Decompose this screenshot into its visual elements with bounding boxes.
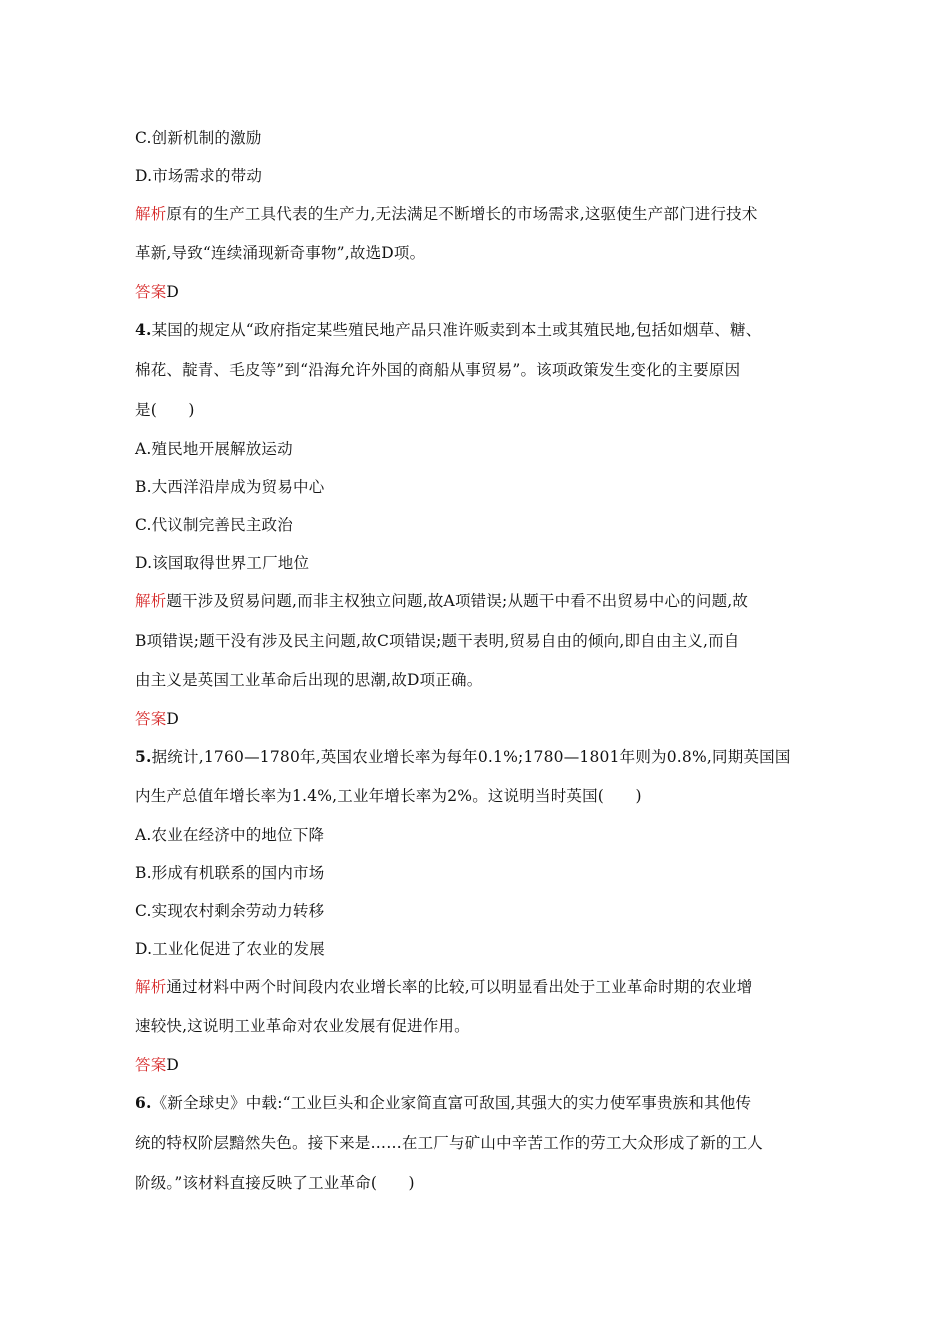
- q3-answer-line: [135, 281, 825, 303]
- q4-stem-line-1: [135, 319, 825, 341]
- q4-option-a: A.殖民地开展解放运动: [135, 440, 293, 458]
- q5-analysis-text-1: 通过材料中两个时间段内农业增长率的比较,可以明显看出处于工业革命时期的农业增: [166, 978, 753, 996]
- q3-analysis-line-2: 革新,导致“连续涌现新奇事物”,故选D项。: [135, 244, 426, 262]
- q5-answer-line: [135, 1054, 825, 1076]
- q3-analysis-line-1: [135, 203, 825, 225]
- q5-answer-value: D: [166, 1056, 180, 1074]
- q4-analysis-line-1: [135, 590, 825, 612]
- q5-analysis-line-2: 速较快,这说明工业革命对农业发展有促进作用。: [135, 1017, 470, 1035]
- q5-option-d: D.工业化促进了农业的发展: [135, 940, 325, 958]
- q6-stem-line-2: 统的特权阶层黯然失色。接下来是……在工厂与矿山中辛苦工作的劳工大众形成了新的工人: [135, 1134, 764, 1152]
- q4-analysis-label: 解析: [135, 592, 167, 610]
- q6-stem-line-3: 阶级。”该材料直接反映了工业革命( ): [135, 1174, 415, 1192]
- q4-option-c: C.代议制完善民主政治: [135, 516, 293, 534]
- q4-analysis-text-1: 题干涉及贸易问题,而非主权独立问题,故A项错误;从题干中看不出贸易中心的问题,故: [166, 592, 749, 610]
- q4-analysis-line-3: 由主义是英国工业革命后出现的思潮,故D项正确。: [135, 671, 483, 689]
- q6-stem-line-1: [135, 1092, 825, 1114]
- q5-number: 5.: [135, 747, 152, 766]
- q4-answer-line: [135, 708, 825, 730]
- q5-stem-line-2: 内生产总值年增长率为1.4%,工业年增长率为2%。这说明当时英国( ): [135, 787, 642, 805]
- q5-answer-label: 答案: [135, 1056, 167, 1074]
- q5-stem-text-1: 据统计,1760—1780年,英国农业增长率为每年0.1%;1780—1801年则为0.8%,同期英国国: [151, 748, 791, 766]
- q3-option-d: D.市场需求的带动: [135, 167, 263, 185]
- q4-stem-line-2: 棉花、靛青、毛皮等”到“沿海允许外国的商船从事贸易”。该项政策发生变化的主要原因: [135, 361, 741, 379]
- q5-option-a: A.农业在经济中的地位下降: [135, 826, 325, 844]
- q3-analysis-text-1: 原有的生产工具代表的生产力,无法满足不断增长的市场需求,这驱使生产部门进行技术: [166, 205, 758, 223]
- q4-stem-line-3: 是( ): [135, 401, 195, 419]
- q3-analysis-label: 解析: [135, 205, 167, 223]
- q5-stem-line-1: [135, 746, 825, 768]
- q4-analysis-line-2: B项错误;题干没有涉及民主问题,故C项错误;题干表明,贸易自由的倾向,即自由主义,而自: [135, 632, 740, 650]
- q5-analysis-line-1: [135, 976, 825, 998]
- q5-option-b: B.形成有机联系的国内市场: [135, 864, 325, 882]
- q4-answer-value: D: [166, 710, 180, 728]
- q4-option-b: B.大西洋沿岸成为贸易中心: [135, 478, 325, 496]
- q4-number: 4.: [135, 320, 152, 339]
- q5-option-c: C.实现农村剩余劳动力转移: [135, 902, 325, 920]
- q4-stem-text-1: 某国的规定从“政府指定某些殖民地产品只准许贩卖到本土或其殖民地,包括如烟草、糖、: [151, 321, 762, 339]
- q3-answer-label: 答案: [135, 283, 167, 301]
- q5-analysis-label: 解析: [135, 978, 167, 996]
- q6-number: 6.: [135, 1093, 152, 1112]
- q4-option-d: D.该国取得世界工厂地位: [135, 554, 310, 572]
- q3-answer-value: D: [166, 283, 180, 301]
- q3-option-c: C.创新机制的激励: [135, 129, 262, 147]
- q6-stem-text-1: 《新全球史》中载:“工业巨头和企业家简直富可敌国,其强大的实力使军事贵族和其他传: [151, 1094, 752, 1112]
- q4-answer-label: 答案: [135, 710, 167, 728]
